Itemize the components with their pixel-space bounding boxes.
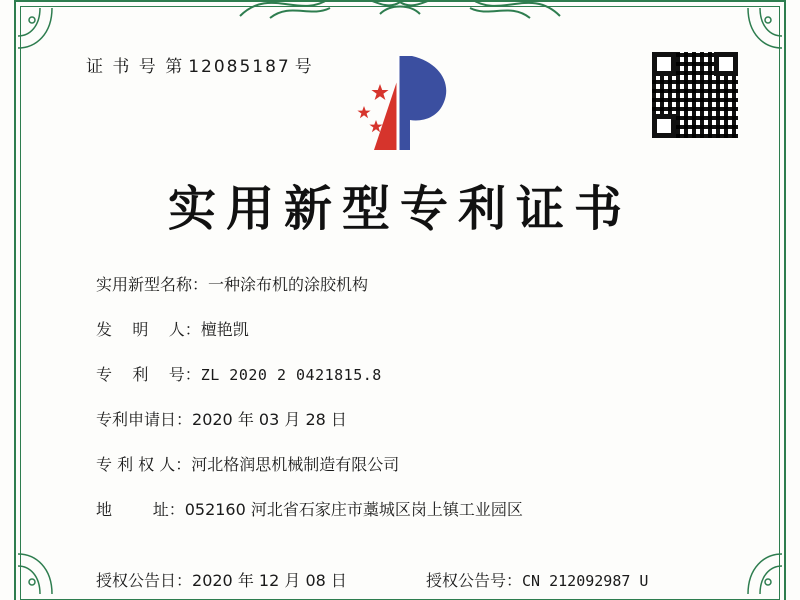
field-value: 檀艳凯 (200, 320, 249, 339)
field-row-patent-number (96, 362, 740, 385)
field-list (96, 272, 740, 542)
grant-number-value: CN 212092987 U (522, 572, 649, 590)
field-label: 专 利 号： (96, 365, 201, 384)
corner-ornament-bottom-left (16, 530, 86, 600)
field-label: 地 址： (96, 500, 185, 519)
page-title: 实用新型专利证书 (167, 181, 632, 237)
field-value: 052160 河北省石家庄市藁城区岗上镇工业园区 (184, 500, 523, 519)
certificate-number-suffix: 号 (294, 57, 314, 77)
field-row-inventor (96, 317, 740, 340)
grant-number-label: 授权公告号： (426, 571, 523, 590)
qr-code-eye-bottom-left (652, 114, 676, 138)
certificate-number-value: 12085187 (188, 57, 291, 77)
certificate-number-label: 证 书 号 第 (86, 57, 185, 77)
field-value: 2020 年 03 月 28 日 (192, 410, 347, 429)
grant-date (96, 568, 426, 591)
certificate-number (86, 52, 314, 77)
field-row-address (96, 497, 740, 520)
field-row-name (96, 272, 740, 295)
field-value: ZL 2020 2 0421815.8 (200, 366, 382, 384)
field-value: 河北格润思机械制造有限公司 (191, 455, 400, 474)
footer-row (96, 568, 740, 591)
cnipa-patent-emblem-icon (352, 48, 462, 158)
grant-number (426, 568, 648, 591)
corner-ornament-top-left (16, 2, 86, 72)
top-ornament (230, 0, 570, 22)
field-label: 实用新型名称： (96, 275, 209, 294)
field-label: 专 利 权 人： (96, 455, 192, 474)
field-label: 专利申请日： (96, 410, 193, 429)
qr-code (652, 52, 738, 138)
field-row-application-date (96, 407, 740, 430)
field-row-patentee (96, 452, 740, 475)
field-label: 发 明 人： (96, 320, 201, 339)
grant-date-label: 授权公告日： (96, 571, 193, 590)
field-value: 一种涂布机的涂胶机构 (208, 275, 369, 294)
grant-date-value: 2020 年 12 月 08 日 (192, 571, 347, 590)
